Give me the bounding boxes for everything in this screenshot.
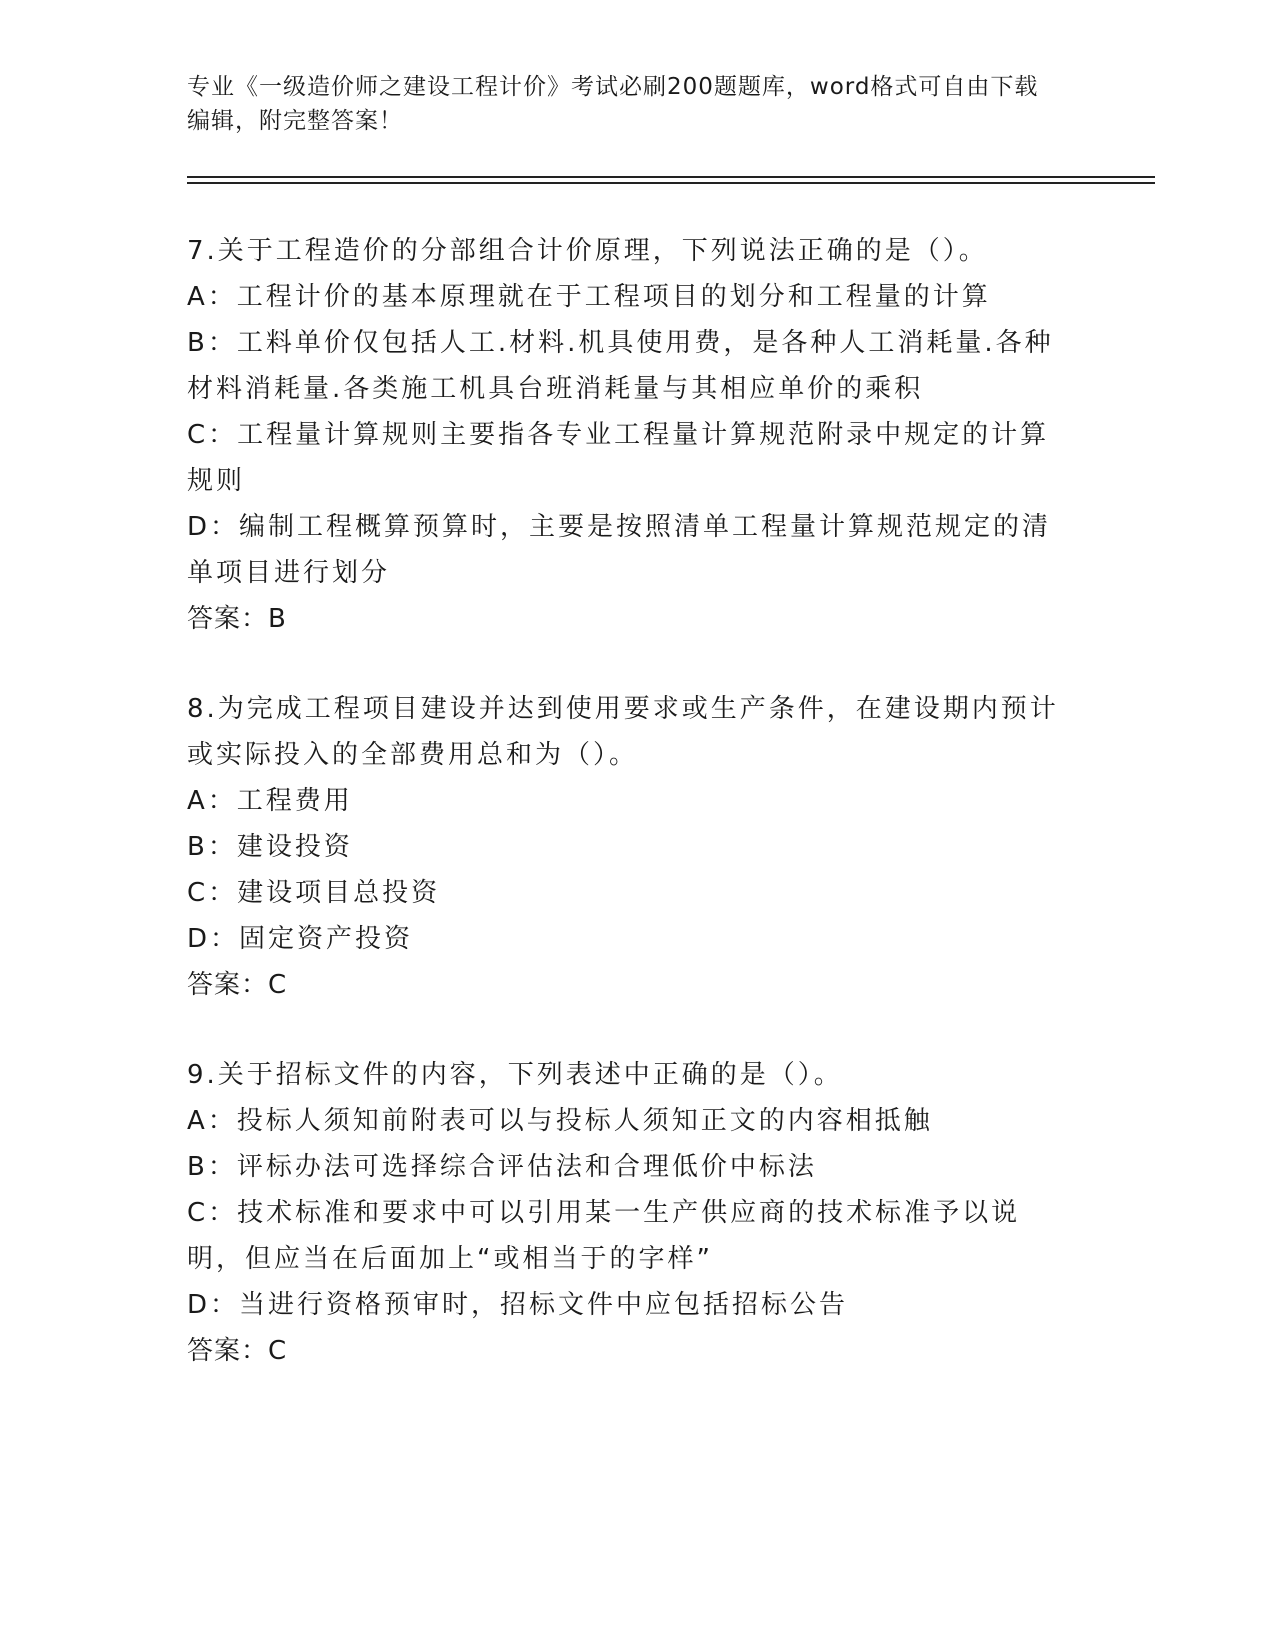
- answer: 答案：C: [187, 970, 288, 1000]
- option-b: B：建设投资: [187, 832, 353, 862]
- option-a: A：工程计价的基本原理就在于工程项目的划分和工程量的计算: [187, 282, 991, 312]
- header-divider-bottom: [187, 182, 1155, 184]
- header-line-1: 专业《一级造价师之建设工程计价》考试必刷200题题库，word格式可自由下载: [187, 74, 1039, 100]
- question-9: [187, 1052, 1077, 1374]
- header-line-2: 编辑，附完整答案！: [187, 108, 403, 134]
- question-8: [187, 686, 1077, 1008]
- option-d: D：编制工程概算预算时，主要是按照清单工程量计算规范规定的清单项目进行划分: [187, 512, 1052, 588]
- option-c: C：技术标准和要求中可以引用某一生产供应商的技术标准予以说明，但应当在后面加上“或相当于的字样”: [187, 1198, 1021, 1274]
- question-7: [187, 228, 1077, 642]
- option-d: D：当进行资格预审时，招标文件中应包括招标公告: [187, 1290, 849, 1320]
- question-list: [187, 228, 1077, 1418]
- option-d: D：固定资产投资: [187, 924, 414, 954]
- option-b: B：工料单价仅包括人工.材料.机具使用费，是各种人工消耗量.各种材料消耗量.各类施工机具台班消耗量与其相应单价的乘积: [187, 328, 1054, 404]
- question-stem: 9.关于招标文件的内容，下列表述中正确的是（）。: [187, 1060, 843, 1090]
- option-a: A：工程费用: [187, 786, 353, 816]
- option-a: A：投标人须知前附表可以与投标人须知正文的内容相抵触: [187, 1106, 933, 1136]
- option-c: C：工程量计算规则主要指各专业工程量计算规范附录中规定的计算规则: [187, 420, 1050, 496]
- document-header: [187, 70, 1067, 138]
- answer: 答案：B: [187, 604, 287, 634]
- question-stem: 8.为完成工程项目建设并达到使用要求或生产条件，在建设期内预计或实际投入的全部费用总和为（）。: [187, 694, 1059, 770]
- question-stem: 7.关于工程造价的分部组合计价原理，下列说法正确的是（）。: [187, 236, 988, 266]
- header-divider-top: [187, 176, 1155, 178]
- option-c: C：建设项目总投资: [187, 878, 441, 908]
- answer: 答案：C: [187, 1336, 288, 1366]
- option-b: B：评标办法可选择综合评估法和合理低价中标法: [187, 1152, 817, 1182]
